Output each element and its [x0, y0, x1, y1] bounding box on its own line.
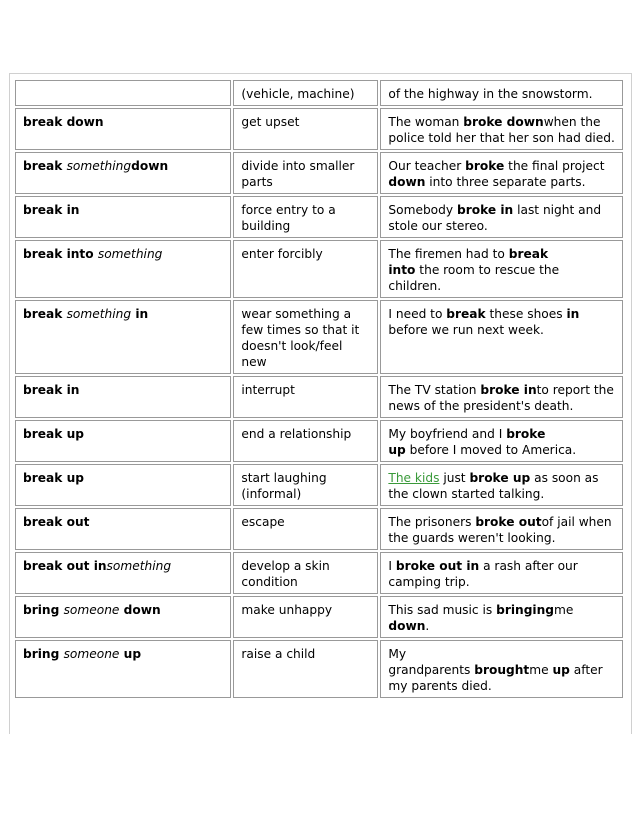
example-cell: [380, 508, 623, 550]
text-segment: after my parents died.: [388, 663, 603, 693]
text-segment: break out: [23, 515, 90, 529]
text-segment: me: [554, 603, 574, 617]
text-segment: grandparents: [388, 663, 475, 677]
meaning-cell: start laughing (informal): [233, 464, 378, 506]
table-row: [15, 464, 623, 506]
text-segment: break: [446, 307, 486, 321]
text-segment: into three separate parts.: [425, 175, 586, 189]
text-segment: broke in: [480, 383, 537, 397]
example-cell: [380, 640, 623, 698]
example-cell: [380, 240, 623, 298]
text-segment: broke out: [475, 515, 542, 529]
text-segment: The firemen had to: [388, 247, 509, 261]
phrasal-verb-cell: [15, 420, 231, 462]
text-segment: of jail when the guards weren't looking.: [388, 515, 612, 545]
example-cell: [380, 464, 623, 506]
phrasal-verb-cell: [15, 508, 231, 550]
text-segment: brought: [474, 663, 530, 677]
example-cell: [380, 80, 623, 106]
meaning-cell: force entry to a building: [233, 196, 378, 238]
text-segment: broke: [465, 159, 505, 173]
text-segment: broke in: [456, 203, 514, 217]
text-segment: just: [439, 471, 470, 485]
text-segment: in: [131, 307, 149, 321]
text-segment: broke up: [469, 471, 531, 485]
text-segment: down: [119, 603, 161, 617]
phrasal-verb-cell: [15, 596, 231, 638]
text-segment: something: [66, 307, 132, 321]
text-segment: a rash after our camping trip.: [388, 559, 578, 589]
text-segment: broke down: [463, 115, 544, 129]
text-segment: This sad music is: [388, 603, 497, 617]
text-segment: break in: [23, 383, 80, 397]
phrasal-verb-cell: [15, 552, 231, 594]
text-segment: break: [23, 307, 67, 321]
meaning-cell: divide into smaller parts: [233, 152, 378, 194]
example-cell: [380, 376, 623, 418]
text-segment: something: [66, 159, 132, 173]
table-row: [15, 80, 623, 106]
text-segment: My boyfriend and I: [388, 427, 507, 441]
text-segment: The woman: [388, 115, 464, 129]
text-segment: bring: [23, 603, 64, 617]
phrasal-verb-cell: [15, 464, 231, 506]
example-cell: [380, 196, 623, 238]
text-segment: into: [388, 263, 416, 277]
table-row: [15, 640, 623, 698]
example-cell: [380, 596, 623, 638]
text-segment: Somebody: [388, 203, 457, 217]
text-segment: break: [23, 159, 67, 173]
text-segment: break up: [23, 471, 84, 485]
text-segment: up: [388, 443, 406, 457]
meaning-cell: wear something a few times so that it doesn't look/feel new: [233, 300, 378, 374]
text-segment: of the highway in the snowstorm.: [388, 87, 593, 101]
example-cell: [380, 300, 623, 374]
text-segment: something: [106, 559, 172, 573]
text-segment: broke out in: [395, 559, 480, 573]
meaning-cell: end a relationship: [233, 420, 378, 462]
text-segment: break out in: [23, 559, 107, 573]
text-segment: I: [388, 559, 396, 573]
text-segment: as soon as the clown started talking.: [388, 471, 599, 501]
table-row: [15, 508, 623, 550]
text-segment: me: [529, 663, 553, 677]
phrasal-verb-cell: [15, 108, 231, 150]
example-cell: [380, 108, 623, 150]
text-segment: up: [552, 663, 570, 677]
meaning-cell: raise a child: [233, 640, 378, 698]
text-segment: before we run next week.: [388, 323, 544, 337]
meaning-cell: get upset: [233, 108, 378, 150]
meaning-cell: enter forcibly: [233, 240, 378, 298]
meaning-cell: interrupt: [233, 376, 378, 418]
meaning-cell: make unhappy: [233, 596, 378, 638]
table-body: [15, 80, 623, 698]
text-segment: bring: [23, 647, 64, 661]
text-segment: bringing: [496, 603, 554, 617]
text-segment: broke: [506, 427, 546, 441]
example-cell: [380, 420, 623, 462]
text-segment: before I moved to America.: [405, 443, 577, 457]
table-row: [15, 300, 623, 374]
example-cell: [380, 552, 623, 594]
text-segment: these shoes: [485, 307, 567, 321]
table-row: [15, 376, 623, 418]
phrasal-verb-cell: [15, 196, 231, 238]
table-row: [15, 196, 623, 238]
text-segment: I need to: [388, 307, 447, 321]
phrasal-verb-cell: [15, 376, 231, 418]
text-segment: when the police told her that her son had died.: [388, 115, 615, 145]
text-segment: break down: [23, 115, 104, 129]
text-segment: Our teacher: [388, 159, 466, 173]
text-segment: in: [566, 307, 580, 321]
table-row: [15, 108, 623, 150]
meaning-cell: develop a skin condition: [233, 552, 378, 594]
hyperlink-text[interactable]: The kids: [388, 471, 440, 485]
example-cell: [380, 152, 623, 194]
text-segment: the final project: [504, 159, 605, 173]
meaning-cell: escape: [233, 508, 378, 550]
text-segment: My: [388, 647, 407, 661]
phrasal-verbs-table: [13, 78, 625, 700]
table-row: [15, 596, 623, 638]
text-segment: down: [131, 159, 169, 173]
text-segment: to report the news of the president's death.: [388, 383, 614, 413]
table-row: [15, 552, 623, 594]
text-segment: the room to rescue the children.: [388, 263, 560, 293]
text-segment: The prisoners: [388, 515, 476, 529]
table-row: [15, 152, 623, 194]
text-segment: down: [388, 175, 426, 189]
text-segment: someone: [63, 647, 120, 661]
phrasal-verb-cell: [15, 300, 231, 374]
text-segment: down: [388, 619, 426, 633]
text-segment: The TV station: [388, 383, 481, 397]
phrasal-verb-cell: [15, 240, 231, 298]
text-segment: break in: [23, 203, 80, 217]
text-segment: last night and stole our stereo.: [388, 203, 602, 233]
phrasal-verb-cell: [15, 152, 231, 194]
phrasal-verb-cell: [15, 640, 231, 698]
text-segment: someone: [63, 603, 120, 617]
text-segment: break into: [23, 247, 98, 261]
meaning-cell: (vehicle, machine): [233, 80, 378, 106]
phrasal-verb-cell: [15, 80, 231, 106]
text-segment: something: [97, 247, 163, 261]
text-segment: up: [119, 647, 142, 661]
text-segment: break: [508, 247, 549, 261]
text-segment: .: [425, 619, 430, 633]
text-segment: break up: [23, 427, 84, 441]
table-row: [15, 240, 623, 298]
table-row: [15, 420, 623, 462]
